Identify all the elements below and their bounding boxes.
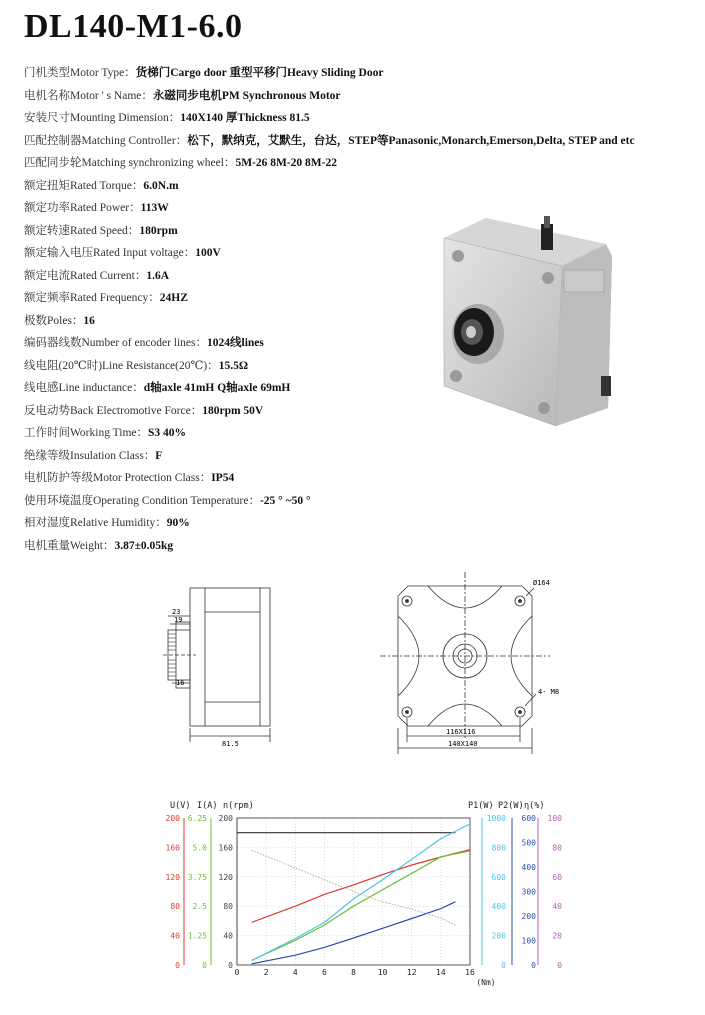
axis-tick-label: 40 <box>223 931 233 941</box>
axis-tick-label: 120 <box>218 872 233 882</box>
axis-tick-label: 80 <box>552 843 562 853</box>
spec-value: 90% <box>166 517 190 529</box>
spec-value: 6.0N.m <box>143 179 179 192</box>
spec-label: 额定功率Rated Power： <box>24 202 141 214</box>
axis-tick-label: 80 <box>170 902 180 912</box>
axis-tick-label: 0 <box>501 961 506 970</box>
axis-tick-label: 400 <box>521 863 536 872</box>
spec-value: 货梯门Cargo door 重型平移门Heavy Sliding Door <box>135 67 384 79</box>
x-tick-label: 16 <box>465 968 475 977</box>
axis-tick-label: 2.5 <box>192 902 207 912</box>
spec-value: d轴axle 41mH Q轴axle 69mH <box>143 382 291 394</box>
axis-tick-label: 5.0 <box>192 843 207 853</box>
axis-tick-label: 6.25 <box>187 814 207 823</box>
axis-title: I(A) <box>197 801 218 811</box>
spec-value: IP54 <box>211 472 235 484</box>
axis-tick-label: 0 <box>531 961 536 970</box>
spec-label: 门机类型Motor Type： <box>24 67 136 79</box>
axis-tick-label: 100 <box>547 814 562 823</box>
plot-frame <box>237 818 470 965</box>
axis-tick-label: 200 <box>218 814 233 823</box>
spec-label: 线电感Line inductance： <box>24 382 144 394</box>
spec-label: 电机防护等级Motor Protection Class： <box>24 472 212 484</box>
axis-tick-label: 200 <box>165 814 180 823</box>
axis-title: n(rpm) <box>223 801 254 811</box>
spec-value: 永磁同步电机PM Synchronous Motor <box>152 89 341 102</box>
axis-tick-label: 160 <box>165 843 180 853</box>
axis-tick-label: 400 <box>491 902 506 912</box>
spec-label: 相对湿度Relative Humidity： <box>24 517 167 529</box>
spec-label: 额定转速Rated Speed： <box>24 224 140 237</box>
axis-tick-label: 0 <box>175 961 180 970</box>
dim-outer: 140X140 <box>448 740 478 748</box>
x-axis-label: (Nm) <box>476 978 496 987</box>
x-tick-label: 12 <box>406 968 417 977</box>
axis-tick-label: 120 <box>165 872 180 882</box>
series-line <box>252 824 470 961</box>
spec-label: 额定频率Rated Frequency： <box>24 292 160 304</box>
dim-hole-diameter: Ø164 <box>533 579 550 587</box>
axis-tick-label: 60 <box>552 872 562 882</box>
axis-title: η(%) <box>524 801 545 811</box>
spec-label: 匹配同步轮Matching synchronizing wheel： <box>24 157 236 169</box>
axis-tick-label: 20 <box>552 931 562 941</box>
axis-title: P1(W) <box>468 801 494 811</box>
axis-tick-label: 40 <box>170 931 180 941</box>
spec-value: 松下，默纳克，艾默生，台达，STEP等Panasonic,Monarch,Emerson,Delta, STEP and etc <box>187 134 635 147</box>
spec-value: 3.87±0.05kg <box>114 539 174 552</box>
page-title: DL140-M1-6.0 <box>24 8 243 45</box>
spec-value: 113W <box>140 202 169 214</box>
axis-tick-label: 200 <box>521 912 536 921</box>
x-tick-label: 2 <box>263 968 269 977</box>
dim-thickness: 81.5 <box>222 740 239 748</box>
spec-label: 极数Poles： <box>24 314 84 327</box>
axis-tick-label: 1000 <box>486 814 506 823</box>
spec-value: 15.5Ω <box>218 359 249 372</box>
spec-label: 安装尺寸Mounting Dimension： <box>24 112 181 124</box>
axis-tick-label: 160 <box>218 843 233 853</box>
axis-tick-label: 0 <box>202 961 207 970</box>
axis-tick-label: 500 <box>521 838 536 848</box>
series-line <box>252 850 470 923</box>
spec-label: 额定输入电压Rated Input voltage： <box>24 247 196 259</box>
spec-value: 180rpm 50V <box>202 404 264 417</box>
spec-label: 工作时间Working Time： <box>24 427 148 439</box>
spec-value: 1024线lines <box>207 337 264 349</box>
spec-label: 线电阻(20℃时)Line Resistance(20℃)： <box>24 359 219 372</box>
axis-tick-label: 80 <box>223 902 233 912</box>
axis-tick-label: 0 <box>228 961 233 970</box>
axis-tick-label: 800 <box>491 843 506 853</box>
axis-tick-label: 600 <box>491 872 506 882</box>
spec-label: 额定扭矩Rated Torque： <box>24 179 144 192</box>
spec-label: 使用环境温度Operating Condition Temperature： <box>24 494 260 507</box>
x-tick-label: 6 <box>321 968 327 977</box>
spec-value: -25 ° ~50 ° <box>259 494 311 507</box>
spec-value: F <box>155 449 163 462</box>
dim-16: 16 <box>176 679 185 687</box>
spec-value: S3 40% <box>148 427 187 439</box>
axis-tick-label: 3.75 <box>187 872 207 882</box>
spec-label: 电机重量Weight： <box>24 539 115 552</box>
axis-title: P2(W) <box>498 801 524 811</box>
dim-holes: 4- M8 <box>538 688 560 696</box>
spec-value: 180rpm <box>139 224 178 237</box>
dim-19: 19 <box>174 616 183 624</box>
x-tick-label: 4 <box>292 968 298 977</box>
axis-title: U(V) <box>170 801 191 811</box>
spec-label: 绝缘等级Insulation Class： <box>24 449 156 462</box>
x-tick-label: 0 <box>234 968 240 977</box>
spec-value: 24HZ <box>159 292 188 304</box>
spec-value: 140X140 厚Thickness 81.5 <box>180 112 310 124</box>
axis-tick-label: 200 <box>491 931 506 941</box>
spec-label: 反电动势Back Electromotive Force： <box>24 404 203 417</box>
dim-inner: 116X116 <box>446 728 476 736</box>
spec-value: 16 <box>83 314 95 327</box>
spec-value: 100V <box>195 247 221 259</box>
spec-label: 编码器线数Number of encoder lines： <box>24 337 207 349</box>
axis-tick-label: 100 <box>521 936 536 946</box>
x-tick-label: 10 <box>377 968 388 977</box>
spec-value: 5M-26 8M-20 8M-22 <box>235 157 337 169</box>
spec-label: 额定电流Rated Current： <box>24 269 147 282</box>
axis-tick-label: 300 <box>521 887 536 897</box>
axis-tick-label: 600 <box>521 814 536 823</box>
spec-label: 电机名称Motor ' s Name： <box>24 89 153 102</box>
axis-tick-label: 0 <box>557 961 562 970</box>
x-tick-label: 14 <box>436 968 446 977</box>
axis-tick-label: 1.25 <box>187 931 207 941</box>
axis-tick-label: 40 <box>552 902 562 912</box>
dim-23: 23 <box>172 608 181 616</box>
x-tick-label: 8 <box>351 968 356 977</box>
spec-value: 1.6A <box>146 269 170 282</box>
spec-label: 匹配控制器Matching Controller： <box>24 134 188 147</box>
